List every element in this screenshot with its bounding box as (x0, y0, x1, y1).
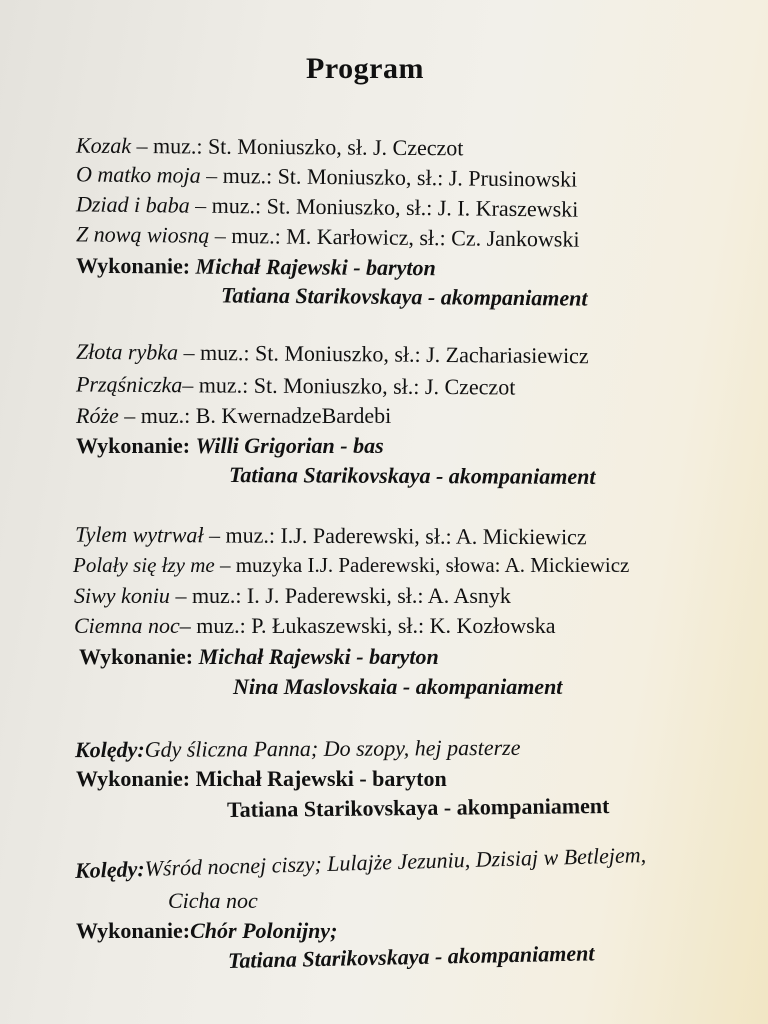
song-title: Z nową wiosną (75, 221, 210, 248)
song-line (74, 521, 587, 550)
performers-line: Wykonanie: Michał Rajewski - baryton (76, 766, 447, 791)
song-title: O matko moja (75, 161, 201, 188)
song-title: Polały się łzy me (73, 553, 215, 577)
performer: Tatiana Starikovskaya - akompaniament (227, 940, 595, 973)
song-line (76, 193, 579, 220)
performers-label: Wykonanie: (79, 644, 194, 669)
song-line (75, 132, 464, 161)
song-credits: – muz.: P. Łukaszewski, sł.: K. Kozłowska (179, 613, 556, 638)
performer: Michał Rajewski - baryton (198, 644, 439, 669)
song-line (76, 223, 580, 250)
performers-line (76, 920, 337, 942)
song-title: Tylem wytrwał (74, 521, 204, 548)
song-credits: – muz.: St. Moniuszko, sł.: J. I. Kraszewski (189, 192, 579, 222)
performer: Michał Rajewski - baryton (195, 253, 436, 281)
carols-label: Kolędy: (74, 856, 145, 883)
song-title: Siwy koniu (74, 583, 170, 608)
page-title: Program (306, 52, 424, 85)
performers-label: Wykonanie: (75, 252, 191, 279)
carols-list: Wśród nocnej ciszy; Lulajże Jezuniu, Dzisiaj w Betlejem, (144, 842, 647, 882)
song-credits: – muz.: St. Moniuszko, sł.: J. Prusinowski (200, 162, 578, 192)
song-credits: – muz.: I.J. Paderewski, sł.: A. Mickiewicz (203, 522, 587, 550)
song-credits: – muz.: B. KwernadzeBardebi (118, 403, 392, 428)
song-credits: – muz.: St. Moniuszko, sł. J. Czeczot (130, 133, 464, 161)
song-line (76, 373, 516, 398)
performers-line (79, 646, 439, 668)
song-title: Róże (76, 403, 119, 428)
song-credits: – muz.: M. Karłowicz, sł.: Cz. Jankowski (209, 222, 580, 252)
song-title: Ciemna noc (74, 613, 180, 638)
song-title: Prząśniczka (75, 371, 183, 398)
performer: Nina Maslovskaia - akompaniament (233, 674, 563, 699)
song-title: Złota rybka (75, 338, 179, 365)
song-line (76, 405, 391, 427)
performers-label: Wykonanie: (76, 918, 191, 943)
carols-label: Kolędy: (74, 736, 145, 763)
song-title: Kozak (75, 132, 132, 159)
carols-list-cont: Cicha noc (168, 888, 258, 913)
song-credits: – muz.: St. Moniuszko, sł.: J. Czeczot (182, 372, 516, 400)
song-credits: – muz.: St. Moniuszko, sł.: J. Zachariasiewicz (177, 339, 589, 369)
carols-list: Gdy śliczna Panna; Do szopy, hej pasterze (144, 734, 521, 762)
song-credits: – muz.: I. J. Paderewski, sł.: A. Asnyk (169, 583, 511, 608)
carols-line (74, 734, 521, 763)
performers-label: Wykonanie: (76, 433, 191, 458)
performer: Tatiana Starikovskaya - akompaniament (220, 282, 588, 311)
song-title: Dziad i baba (75, 191, 190, 218)
performers-line (76, 435, 384, 457)
song-line (74, 615, 556, 637)
song-credits: – muzyka I.J. Paderewski, słowa: A. Mickiewicz (214, 553, 630, 577)
performer: Tatiana Starikovskaya - akompaniament (228, 462, 596, 489)
performer: Tatiana Starikovskaya - akompaniament (226, 792, 610, 823)
performer: Willi Grigorian - bas (195, 433, 384, 458)
performer: Chór Polonijny; (190, 918, 338, 943)
song-line (76, 163, 577, 190)
song-line (73, 555, 629, 576)
song-line (74, 585, 511, 607)
carols-line (75, 844, 647, 882)
performers-line (75, 252, 436, 281)
song-line (75, 338, 589, 369)
